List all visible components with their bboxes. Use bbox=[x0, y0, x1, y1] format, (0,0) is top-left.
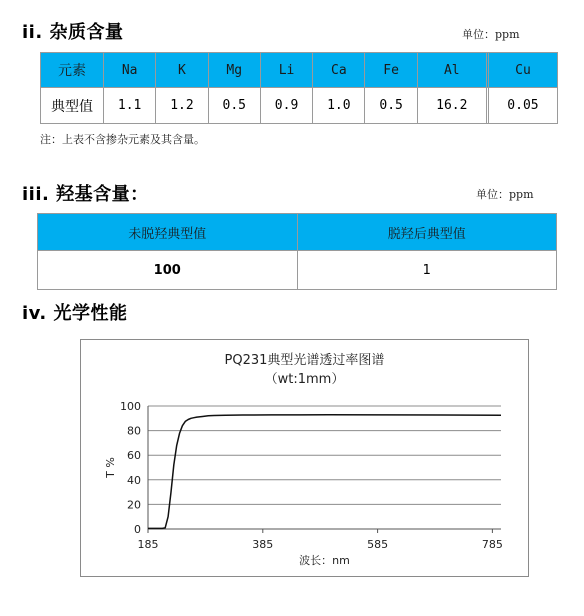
hydroxyl-col1-header: 未脱羟典型值 bbox=[38, 214, 298, 251]
transmittance-chart bbox=[80, 339, 529, 577]
chart-title: PQ231典型光谱透过率图谱 bbox=[224, 353, 385, 368]
x-tick-label: 785 bbox=[481, 538, 503, 551]
y-tick-label: 20 bbox=[127, 498, 141, 512]
hydroxyl-header-row bbox=[38, 214, 557, 251]
element-cell: Mg bbox=[208, 53, 260, 88]
chart-plot bbox=[81, 340, 528, 576]
value-cell: 16.2 bbox=[417, 88, 486, 124]
element-cell: Na bbox=[104, 53, 156, 88]
element-cell: Fe bbox=[365, 53, 417, 88]
x-axis-label: 波长：nm bbox=[299, 554, 350, 567]
y-tick-label: 40 bbox=[127, 473, 141, 487]
impurity-unit: 单位：ppm bbox=[462, 28, 520, 41]
value-cell: 1.2 bbox=[156, 88, 208, 124]
impurity-header-row bbox=[41, 53, 558, 88]
impurity-header-label: 元素 bbox=[41, 53, 104, 88]
impurity-note: 注：上表不含掺杂元素及其含量。 bbox=[40, 133, 205, 146]
y-tick-label: 100 bbox=[120, 400, 141, 413]
y-tick-label: 80 bbox=[127, 424, 141, 438]
transmittance-series-line bbox=[148, 415, 501, 529]
x-tick-label: 585 bbox=[367, 538, 389, 551]
chart-subtitle: （wt:1mm） bbox=[264, 372, 345, 387]
hydroxyl-col2-header: 脱羟后典型值 bbox=[297, 214, 557, 251]
value-cell: 0.05 bbox=[488, 88, 557, 124]
optical-heading: iv. 光学性能 bbox=[22, 303, 128, 324]
value-cell: 0.9 bbox=[260, 88, 312, 124]
value-cell: 1.0 bbox=[313, 88, 365, 124]
impurity-row-label: 典型值 bbox=[41, 88, 104, 124]
hydroxyl-col2-value: 1 bbox=[297, 251, 557, 290]
value-cell: 1.1 bbox=[104, 88, 156, 124]
value-cell: 0.5 bbox=[208, 88, 260, 124]
impurity-value-row bbox=[41, 88, 558, 124]
hydroxyl-heading: iii. 羟基含量： bbox=[22, 184, 149, 205]
x-tick-label: 185 bbox=[137, 538, 159, 551]
element-cell: Al bbox=[417, 53, 486, 88]
hydroxyl-unit: 单位：ppm bbox=[476, 188, 534, 201]
element-cell: K bbox=[156, 53, 208, 88]
value-cell: 0.5 bbox=[365, 88, 417, 124]
y-tick-label: 60 bbox=[127, 449, 141, 463]
x-tick-label: 385 bbox=[252, 538, 274, 551]
y-axis-label: T % bbox=[104, 457, 117, 478]
element-cell: Cu bbox=[488, 53, 557, 88]
impurity-heading: ii. 杂质含量 bbox=[22, 22, 124, 43]
y-tick-label: 0 bbox=[134, 523, 141, 536]
hydroxyl-table bbox=[37, 213, 557, 290]
hydroxyl-value-row bbox=[38, 251, 557, 290]
element-cell: Ca bbox=[313, 53, 365, 88]
element-cell: Li bbox=[260, 53, 312, 88]
hydroxyl-col1-value: 100 bbox=[38, 251, 298, 290]
impurity-table bbox=[40, 52, 558, 124]
